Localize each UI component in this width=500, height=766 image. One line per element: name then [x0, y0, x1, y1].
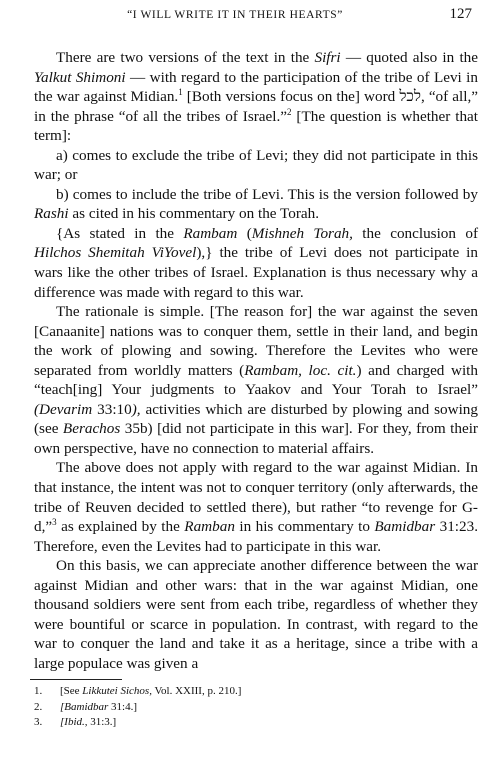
footnote-ref: 1 [178, 87, 183, 98]
footnote-number: 3. [34, 716, 43, 728]
paragraph: b) comes to include the tribe of Levi. This is the version followed by Rashi as cited in his commentary on the Torah. [34, 185, 478, 223]
running-title: “I WILL WRITE IT IN THEIR HEARTS” [127, 9, 343, 21]
paragraph: {As stated in the Rambam (Mishneh Torah, the conclusion of Hilchos Shemitah ViYovel),} the tribe of Levi does not participate in wars like the other tribes of Israel. Explanation is thus necessary why a difference was made with regard to this war. [34, 224, 478, 301]
footnote-divider [30, 679, 122, 680]
footnote: 3. [Ibid., 31:3.] [34, 715, 474, 731]
paragraph: The rationale is simple. [The reason for] the war against the seven [Canaanite] nations was to conquer them, settle in their land, and begin the work of plowing and sowing. Therefore the Levites who were separated from worldly matters (Rambam, loc. cit.) and charged with “teach[ing] Your judgments to Yaakov and Your Torah to Israel” (Devarim 33:10), activities which are disturbed by plowing and sowing (see Berachos 35b) [did not participate in this war]. For they, from their own perspective, have no connection to material affairs. [34, 303, 478, 457]
footnote-ref: 2 [287, 106, 292, 117]
footnote: 2. [Bamidbar 31:4.] [34, 700, 474, 716]
main-text [34, 48, 478, 674]
page-number: 127 [449, 6, 472, 22]
footnote-ref: 3 [52, 517, 57, 528]
paragraph: a) comes to exclude the tribe of Levi; they did not participate in this war; or [34, 146, 478, 184]
paragraph: There are two versions of the text in the Sifri — quoted also in the Yalkut Shimoni — with regard to the participation of the tribe of Levi in the war against Midian.$^1$ [Both versions focus on the] word לכל, “of all,” in the phrase “of all the tribes of Israel.”$^2$ [The question is whether that term]: [34, 49, 479, 145]
footnote-number: 1. [34, 685, 43, 697]
footnotes [34, 684, 474, 731]
footnote-number: 2. [34, 700, 43, 713]
page-header [58, 6, 472, 26]
footnote: 1. [See Likkutei Sichos, Vol. XXIII, p. 210.] [34, 684, 474, 700]
paragraph: The above does not apply with regard to the war against Midian. In that instance, the intent was not to conquer territory (only afterwards, the tribe of Reuven decided to settled there), but rather “to revenge for G-d,”$^3$ as explained by the Ramban in his commentary to Bamidbar 31:23. Therefore, even the Levites had to participate in this war. [34, 459, 478, 555]
paragraph: On this basis, we can appreciate another difference between the war against Midian and other wars: that in the war against Midian, one thousand soldiers were sent from each tribe, regardless of whether they were bountiful or scarce in population. In contrast, with regard to the war to conquer the land and take it as a heritage, since a tribe with a large populace was given a [34, 557, 478, 672]
